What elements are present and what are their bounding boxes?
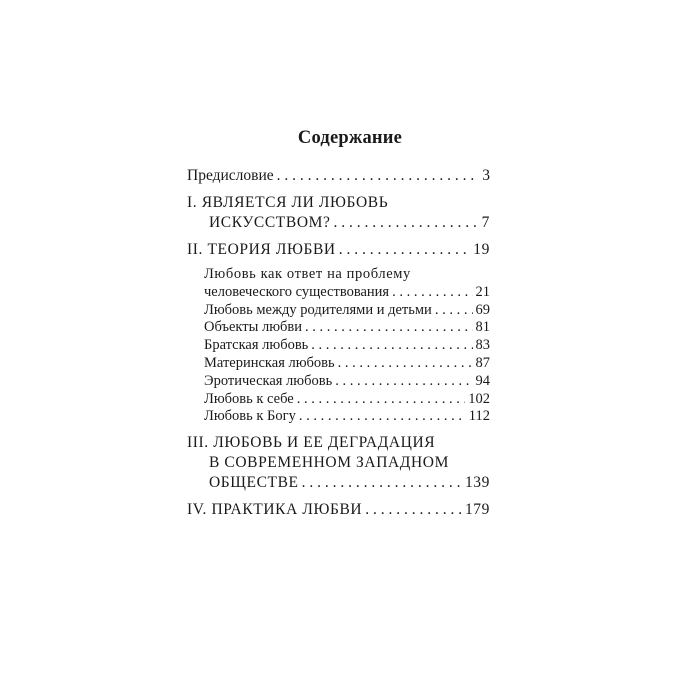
toc-page-number: 139	[464, 474, 490, 492]
toc-subentry	[204, 355, 490, 373]
leader-dots	[311, 337, 472, 355]
toc-subentry	[204, 408, 490, 426]
toc-subentry	[204, 337, 490, 355]
toc-entry-line: Любовь как ответ на проблему	[204, 266, 411, 282]
toc-entry-label: Любовь к Богу	[204, 408, 296, 425]
toc-page-number: 3	[482, 167, 490, 184]
toc-page-number: 7	[481, 214, 490, 231]
leader-dots	[333, 213, 478, 233]
toc-entry-label: ОБЩЕСТВЕ	[209, 474, 299, 492]
leader-dots	[277, 166, 480, 186]
toc-subentry	[204, 302, 490, 320]
toc-page-number: 94	[475, 372, 490, 389]
toc-entry-label: ИСКУССТВОМ?	[209, 214, 331, 231]
leader-dots	[338, 355, 473, 373]
toc-entry-label: Предисловие	[187, 167, 274, 184]
toc-page-number: 83	[475, 337, 490, 354]
leader-dots	[297, 391, 466, 409]
leader-dots	[435, 302, 473, 320]
leader-dots	[365, 500, 462, 520]
toc-page-number: 81	[475, 319, 490, 336]
toc-entry-chapter-2	[187, 240, 490, 426]
toc-entry-label: II. ТЕОРИЯ ЛЮБВИ	[187, 241, 336, 258]
toc-page-number: 112	[468, 408, 490, 425]
leader-dots	[305, 319, 472, 337]
page-title: Содержание	[297, 128, 403, 148]
toc-entry-line: I. ЯВЛЯЕТСЯ ЛИ ЛЮБОВЬ	[187, 194, 389, 211]
toc-subentry	[204, 373, 490, 391]
toc-entry-label: Любовь к себе	[204, 390, 294, 407]
toc-page-number: 87	[475, 354, 490, 371]
toc-subentry	[204, 391, 490, 409]
toc-entry-label: Братская любовь	[204, 337, 309, 354]
toc-page-number: 19	[473, 241, 490, 258]
toc-page-number: 102	[468, 390, 490, 407]
toc-entry-label: Эротическая любовь	[204, 372, 333, 389]
toc-entry-preface	[187, 166, 490, 186]
toc-entry-label: IV. ПРАКТИКА ЛЮБВИ	[187, 501, 363, 519]
toc-entry-label: человеческого существования	[204, 283, 390, 300]
toc-subentry	[204, 266, 490, 302]
toc-subsections	[187, 266, 490, 426]
toc-entry-line: В СОВРЕМЕННОМ ЗАПАДНОМ	[209, 454, 449, 472]
toc-entry-label: Материнская любовь	[204, 354, 335, 371]
toc-page-number: 179	[464, 501, 490, 519]
leader-dots	[302, 473, 462, 493]
leader-dots	[339, 240, 471, 260]
toc-entry-chapter-3	[187, 433, 490, 493]
toc-page-number: 69	[475, 301, 490, 318]
toc-entry-line: III. ЛЮБОВЬ И ЕЕ ДЕГРАДАЦИЯ	[187, 434, 436, 452]
toc-subentry	[204, 319, 490, 337]
leader-dots	[392, 284, 472, 302]
toc-entry-label: Объекты любви	[204, 319, 303, 336]
toc-page-number: 21	[475, 283, 490, 300]
toc-entry-label: Любовь между родителями и детьми	[204, 301, 432, 318]
table-of-contents	[187, 166, 490, 520]
leader-dots	[335, 373, 472, 391]
toc-entry-chapter-4	[187, 500, 490, 520]
toc-entry-chapter-1	[187, 193, 490, 233]
leader-dots	[299, 408, 466, 426]
